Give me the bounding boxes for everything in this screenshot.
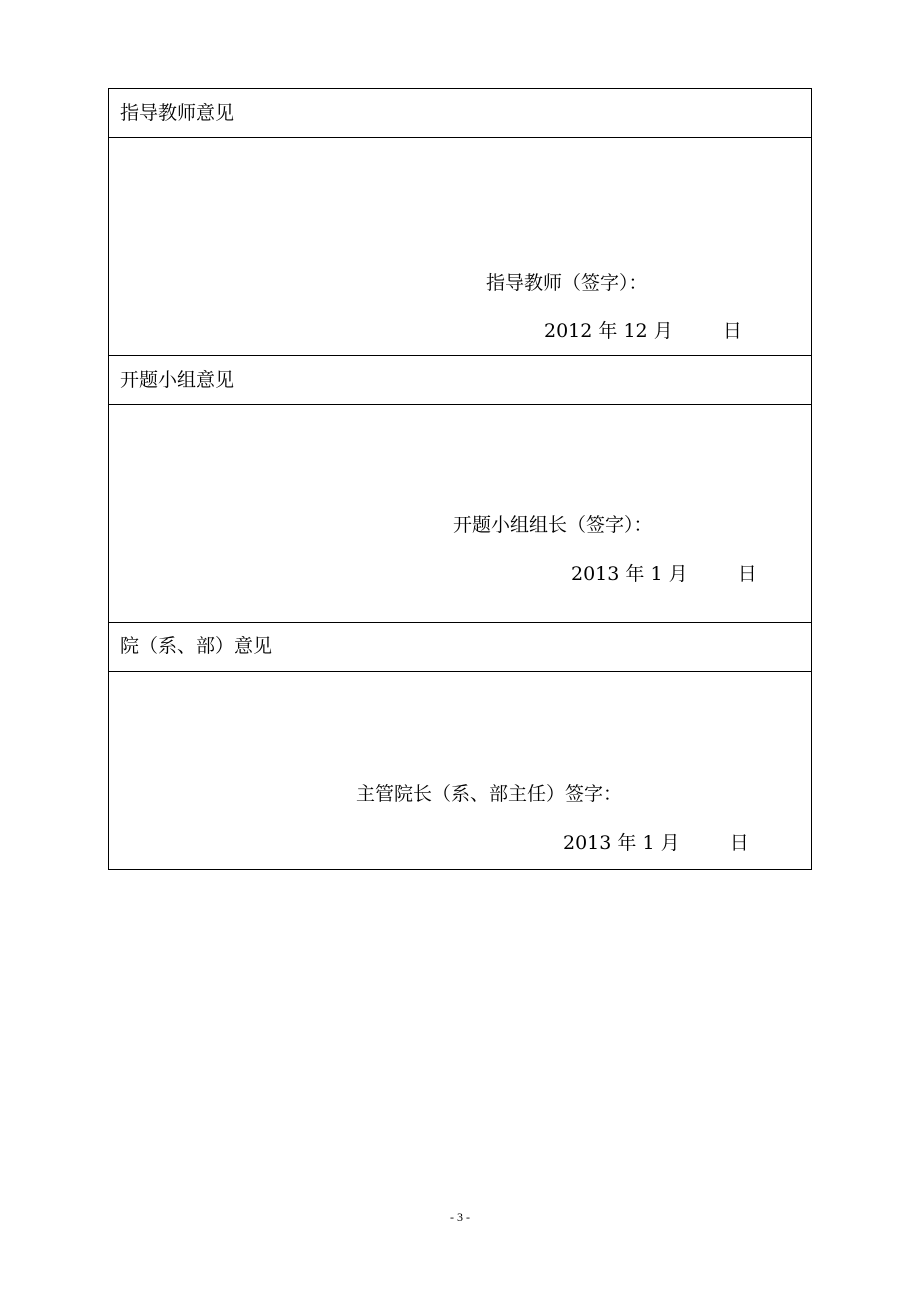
group-date-month: 1 [650, 563, 663, 585]
group-date-year: 2013 [571, 563, 620, 585]
group-date-month-unit: 月 [668, 563, 688, 585]
advisor-date [544, 320, 742, 342]
college-date-month: 1 [642, 832, 655, 854]
college-date-year-unit: 年 [617, 832, 637, 854]
page-number: - 3 - [450, 1210, 470, 1224]
advisor-opinion-heading: 指导教师意见 [120, 102, 235, 124]
advisor-date-month-unit: 月 [653, 320, 673, 342]
college-date-year: 2013 [563, 832, 612, 854]
college-date-month-unit: 月 [660, 832, 680, 854]
college-date-day-unit: 日 [729, 832, 749, 854]
advisor-date-day-unit: 日 [722, 320, 742, 342]
opinion-form-table [108, 88, 812, 870]
advisor-date-year-unit: 年 [598, 320, 618, 342]
advisor-opinion-header-row [109, 89, 811, 138]
group-date-year-unit: 年 [625, 563, 645, 585]
college-opinion-header-row [109, 623, 811, 672]
group-opinion-heading: 开题小组意见 [120, 369, 235, 391]
group-opinion-body [109, 405, 811, 623]
college-opinion-heading: 院（系、部）意见 [120, 635, 273, 657]
advisor-signature-label: 指导教师（签字）： [486, 272, 648, 294]
college-opinion-body [109, 672, 811, 869]
advisor-date-month: 12 [623, 320, 648, 342]
advisor-date-year: 2012 [544, 320, 593, 342]
group-opinion-header-row [109, 356, 811, 405]
group-date [571, 563, 757, 585]
dean-signature-label: 主管院长（系、部主任）签字： [356, 783, 623, 805]
group-date-day-unit: 日 [737, 563, 757, 585]
college-date [563, 832, 749, 854]
advisor-opinion-body [109, 138, 811, 356]
group-leader-signature-label: 开题小组组长（签字）： [453, 514, 653, 536]
